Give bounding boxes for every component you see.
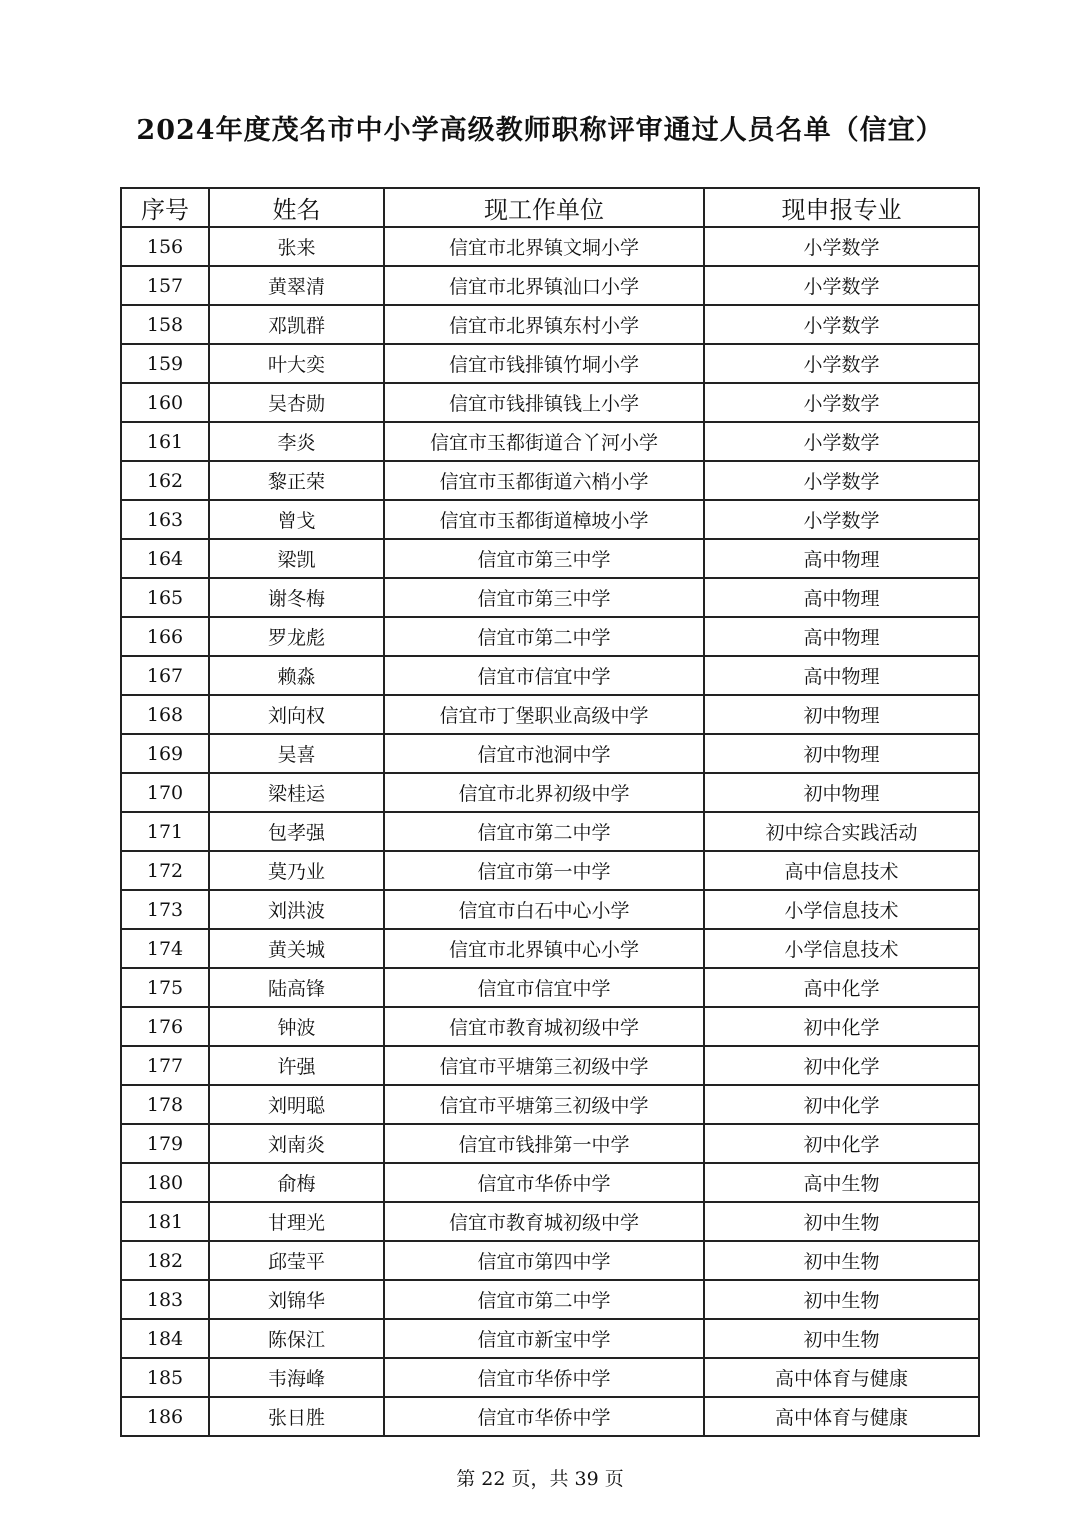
cell-serial-number: 160 — [121, 383, 209, 422]
cell-serial-number: 167 — [121, 656, 209, 695]
cell-major: 高中体育与健康 — [704, 1358, 979, 1397]
header-name: 姓名 — [209, 188, 384, 227]
cell-name: 甘理光 — [209, 1202, 384, 1241]
cell-serial-number: 175 — [121, 968, 209, 1007]
cell-major: 高中物理 — [704, 578, 979, 617]
table-row — [121, 227, 979, 266]
cell-major: 小学数学 — [704, 305, 979, 344]
header-major: 现申报专业 — [704, 188, 979, 227]
cell-work-unit: 信宜市白石中心小学 — [384, 890, 704, 929]
cell-major: 初中化学 — [704, 1046, 979, 1085]
table-row — [121, 422, 979, 461]
cell-name: 叶大奕 — [209, 344, 384, 383]
table-row — [121, 383, 979, 422]
cell-work-unit: 信宜市玉都街道樟坡小学 — [384, 500, 704, 539]
cell-work-unit: 信宜市华侨中学 — [384, 1358, 704, 1397]
cell-name: 梁桂运 — [209, 773, 384, 812]
cell-work-unit: 信宜市平塘第三初级中学 — [384, 1046, 704, 1085]
cell-work-unit: 信宜市北界镇汕口小学 — [384, 266, 704, 305]
cell-work-unit: 信宜市教育城初级中学 — [384, 1202, 704, 1241]
table-row — [121, 851, 979, 890]
cell-major: 初中物理 — [704, 734, 979, 773]
table-row — [121, 1319, 979, 1358]
table-row — [121, 1007, 979, 1046]
cell-work-unit: 信宜市北界镇东村小学 — [384, 305, 704, 344]
cell-name: 张来 — [209, 227, 384, 266]
cell-work-unit: 信宜市华侨中学 — [384, 1397, 704, 1436]
cell-major: 高中信息技术 — [704, 851, 979, 890]
cell-name: 张日胜 — [209, 1397, 384, 1436]
cell-serial-number: 179 — [121, 1124, 209, 1163]
cell-work-unit: 信宜市玉都街道合丫河小学 — [384, 422, 704, 461]
cell-major: 小学信息技术 — [704, 890, 979, 929]
cell-major: 小学数学 — [704, 227, 979, 266]
page-footer: 第 22 页，共 39 页 — [456, 1468, 624, 1490]
roster-table — [120, 187, 980, 1437]
cell-serial-number: 161 — [121, 422, 209, 461]
table-row — [121, 578, 979, 617]
cell-work-unit: 信宜市钱排镇钱上小学 — [384, 383, 704, 422]
cell-name: 梁凯 — [209, 539, 384, 578]
cell-name: 刘明聪 — [209, 1085, 384, 1124]
cell-work-unit: 信宜市教育城初级中学 — [384, 1007, 704, 1046]
cell-work-unit: 信宜市丁堡职业高级中学 — [384, 695, 704, 734]
cell-serial-number: 186 — [121, 1397, 209, 1436]
cell-major: 小学数学 — [704, 383, 979, 422]
cell-serial-number: 170 — [121, 773, 209, 812]
cell-name: 黄关城 — [209, 929, 384, 968]
cell-name: 韦海峰 — [209, 1358, 384, 1397]
cell-work-unit: 信宜市平塘第三初级中学 — [384, 1085, 704, 1124]
table-row — [121, 266, 979, 305]
table-row — [121, 734, 979, 773]
cell-work-unit: 信宜市北界镇中心小学 — [384, 929, 704, 968]
cell-name: 陆高锋 — [209, 968, 384, 1007]
cell-major: 小学数学 — [704, 461, 979, 500]
cell-major: 小学数学 — [704, 500, 979, 539]
cell-work-unit: 信宜市北界初级中学 — [384, 773, 704, 812]
cell-major: 初中生物 — [704, 1202, 979, 1241]
cell-serial-number: 169 — [121, 734, 209, 773]
table-row — [121, 695, 979, 734]
cell-serial-number: 157 — [121, 266, 209, 305]
table-row — [121, 1163, 979, 1202]
cell-name: 罗龙彪 — [209, 617, 384, 656]
table-row — [121, 305, 979, 344]
cell-serial-number: 168 — [121, 695, 209, 734]
cell-major: 高中物理 — [704, 617, 979, 656]
cell-work-unit: 信宜市第一中学 — [384, 851, 704, 890]
cell-name: 谢冬梅 — [209, 578, 384, 617]
cell-name: 莫乃业 — [209, 851, 384, 890]
cell-name: 黄翠清 — [209, 266, 384, 305]
cell-work-unit: 信宜市钱排镇竹垌小学 — [384, 344, 704, 383]
cell-serial-number: 180 — [121, 1163, 209, 1202]
table-row — [121, 773, 979, 812]
cell-major: 初中生物 — [704, 1241, 979, 1280]
cell-serial-number: 178 — [121, 1085, 209, 1124]
cell-serial-number: 177 — [121, 1046, 209, 1085]
table-row — [121, 1241, 979, 1280]
table-row — [121, 890, 979, 929]
table-row — [121, 1085, 979, 1124]
cell-work-unit: 信宜市第四中学 — [384, 1241, 704, 1280]
cell-name: 李炎 — [209, 422, 384, 461]
cell-serial-number: 176 — [121, 1007, 209, 1046]
cell-major: 初中物理 — [704, 773, 979, 812]
cell-major: 初中物理 — [704, 695, 979, 734]
cell-work-unit: 信宜市第二中学 — [384, 1280, 704, 1319]
table-row — [121, 812, 979, 851]
cell-work-unit: 信宜市池洞中学 — [384, 734, 704, 773]
cell-name: 黎正荣 — [209, 461, 384, 500]
cell-serial-number: 166 — [121, 617, 209, 656]
cell-name: 刘向权 — [209, 695, 384, 734]
header-serial-number: 序号 — [121, 188, 209, 227]
cell-name: 赖淼 — [209, 656, 384, 695]
cell-work-unit: 信宜市新宝中学 — [384, 1319, 704, 1358]
cell-major: 初中综合实践活动 — [704, 812, 979, 851]
cell-major: 高中生物 — [704, 1163, 979, 1202]
cell-major: 小学数学 — [704, 422, 979, 461]
table-header-row — [121, 188, 979, 227]
table-row — [121, 656, 979, 695]
cell-work-unit: 信宜市第二中学 — [384, 617, 704, 656]
table-row — [121, 1124, 979, 1163]
cell-serial-number: 156 — [121, 227, 209, 266]
cell-name: 刘洪波 — [209, 890, 384, 929]
cell-serial-number: 164 — [121, 539, 209, 578]
cell-major: 初中化学 — [704, 1007, 979, 1046]
cell-work-unit: 信宜市钱排第一中学 — [384, 1124, 704, 1163]
cell-name: 曾戈 — [209, 500, 384, 539]
cell-major: 小学数学 — [704, 266, 979, 305]
cell-serial-number: 174 — [121, 929, 209, 968]
cell-work-unit: 信宜市第三中学 — [384, 578, 704, 617]
cell-work-unit: 信宜市北界镇文垌小学 — [384, 227, 704, 266]
table-body — [121, 227, 979, 1436]
table-row — [121, 968, 979, 1007]
table-row — [121, 929, 979, 968]
table-row — [121, 1046, 979, 1085]
cell-work-unit: 信宜市第三中学 — [384, 539, 704, 578]
cell-name: 吴杏勋 — [209, 383, 384, 422]
cell-name: 钟波 — [209, 1007, 384, 1046]
cell-serial-number: 181 — [121, 1202, 209, 1241]
cell-serial-number: 162 — [121, 461, 209, 500]
header-work-unit: 现工作单位 — [384, 188, 704, 227]
cell-serial-number: 171 — [121, 812, 209, 851]
document-title: 2024年度茂名市中小学高级教师职称评审通过人员名单（信宜） — [136, 115, 944, 146]
table-row — [121, 461, 979, 500]
cell-serial-number: 183 — [121, 1280, 209, 1319]
cell-major: 小学数学 — [704, 344, 979, 383]
cell-major: 高中物理 — [704, 656, 979, 695]
cell-work-unit: 信宜市华侨中学 — [384, 1163, 704, 1202]
cell-major: 初中化学 — [704, 1124, 979, 1163]
cell-serial-number: 172 — [121, 851, 209, 890]
cell-work-unit: 信宜市玉都街道六梢小学 — [384, 461, 704, 500]
cell-name: 许强 — [209, 1046, 384, 1085]
cell-major: 小学信息技术 — [704, 929, 979, 968]
cell-serial-number: 185 — [121, 1358, 209, 1397]
cell-serial-number: 158 — [121, 305, 209, 344]
cell-name: 邱莹平 — [209, 1241, 384, 1280]
table-row — [121, 1358, 979, 1397]
cell-serial-number: 163 — [121, 500, 209, 539]
cell-name: 刘锦华 — [209, 1280, 384, 1319]
cell-name: 吴喜 — [209, 734, 384, 773]
table-row — [121, 1202, 979, 1241]
cell-name: 邓凯群 — [209, 305, 384, 344]
cell-name: 刘南炎 — [209, 1124, 384, 1163]
cell-serial-number: 165 — [121, 578, 209, 617]
cell-name: 包孝强 — [209, 812, 384, 851]
cell-major: 初中化学 — [704, 1085, 979, 1124]
cell-work-unit: 信宜市第二中学 — [384, 812, 704, 851]
cell-major: 高中体育与健康 — [704, 1397, 979, 1436]
cell-name: 俞梅 — [209, 1163, 384, 1202]
table-row — [121, 539, 979, 578]
cell-work-unit: 信宜市信宜中学 — [384, 656, 704, 695]
cell-serial-number: 173 — [121, 890, 209, 929]
cell-serial-number: 182 — [121, 1241, 209, 1280]
cell-work-unit: 信宜市信宜中学 — [384, 968, 704, 1007]
table-row — [121, 344, 979, 383]
cell-major: 初中生物 — [704, 1319, 979, 1358]
table-row — [121, 1280, 979, 1319]
cell-name: 陈保江 — [209, 1319, 384, 1358]
cell-major: 高中化学 — [704, 968, 979, 1007]
cell-serial-number: 184 — [121, 1319, 209, 1358]
cell-serial-number: 159 — [121, 344, 209, 383]
table-row — [121, 1397, 979, 1436]
table-row — [121, 617, 979, 656]
table-row — [121, 500, 979, 539]
cell-major: 初中生物 — [704, 1280, 979, 1319]
cell-major: 高中物理 — [704, 539, 979, 578]
